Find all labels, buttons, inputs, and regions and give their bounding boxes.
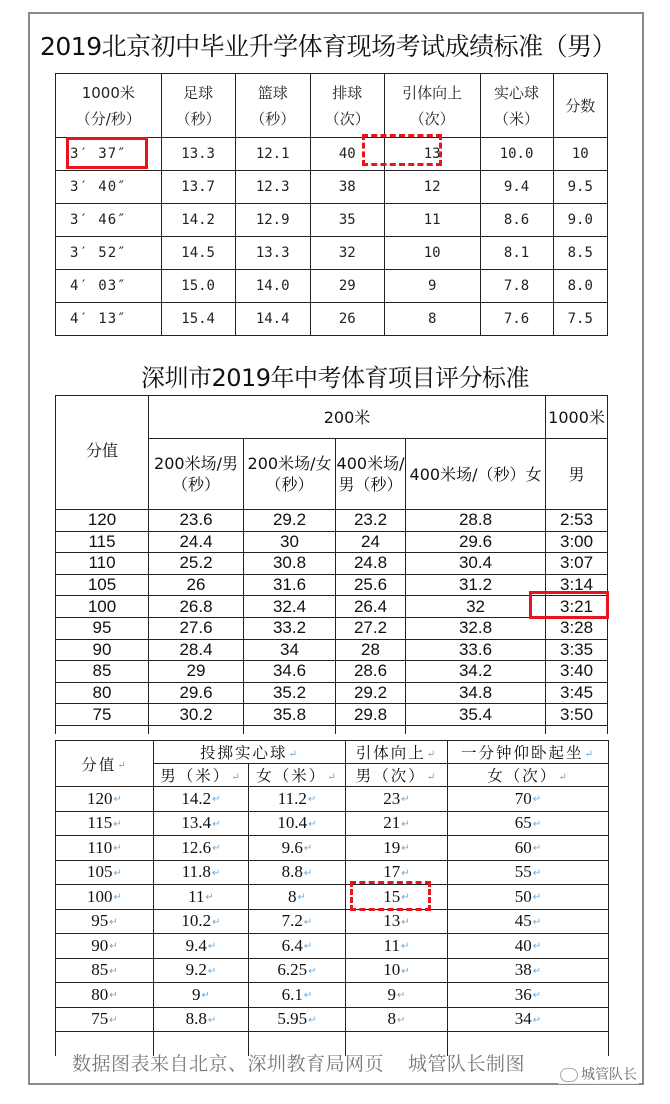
highlight-box-pullup-100pts bbox=[350, 881, 431, 911]
cell: 35.2 bbox=[244, 682, 336, 704]
highlight-box-1000m-best bbox=[66, 137, 148, 169]
header-situp-female: 女（次）↵ bbox=[448, 764, 609, 787]
table-row bbox=[56, 531, 608, 553]
cell: 10↵ bbox=[346, 958, 448, 983]
cell: 13↵ bbox=[346, 909, 448, 934]
cell: 34.8 bbox=[406, 682, 546, 704]
cell: 11↵ bbox=[346, 934, 448, 959]
cell-score: 85 bbox=[56, 661, 149, 683]
cell-football: 13.3 bbox=[161, 138, 235, 171]
table-row bbox=[56, 596, 608, 618]
table-row bbox=[56, 811, 609, 836]
cell-score: 105 bbox=[56, 574, 149, 596]
cell: 29 bbox=[149, 661, 244, 683]
cell-score: 95 bbox=[56, 617, 149, 639]
source-caption bbox=[72, 1049, 525, 1076]
header-200m-track-female: 200米场/女（秒） bbox=[244, 439, 336, 510]
header-pullup-male: 男（次）↵ bbox=[346, 764, 448, 787]
cell: 50↵ bbox=[448, 885, 609, 910]
cell bbox=[406, 725, 546, 734]
table-row-cropped bbox=[56, 725, 608, 734]
cell: 8↵ bbox=[346, 1007, 448, 1032]
cell-shotput: 7.6 bbox=[480, 303, 553, 336]
cell-score: 115↵ bbox=[56, 811, 154, 836]
cell-score: 85↵ bbox=[56, 958, 154, 983]
source-text: 数据图表来自北京、深圳教育局网页 bbox=[72, 1053, 385, 1075]
cell: 24.4 bbox=[149, 531, 244, 553]
cell: 9.4↵ bbox=[154, 934, 249, 959]
cell: 15↵ bbox=[346, 885, 448, 910]
cell: 29.2 bbox=[336, 682, 406, 704]
cell-1000m: 3′ 37″ bbox=[56, 138, 162, 171]
table-row bbox=[56, 909, 609, 934]
header-pullup: 引体向上 （次） bbox=[384, 74, 480, 138]
return-mark-icon: ↵ bbox=[584, 748, 595, 760]
cell: 19↵ bbox=[346, 836, 448, 861]
cell-volleyball: 32 bbox=[310, 237, 384, 270]
cell: 38↵ bbox=[448, 958, 609, 983]
cell: 26.4 bbox=[336, 596, 406, 618]
cell: 30.2 bbox=[149, 704, 244, 726]
header-score: 分值↵ bbox=[56, 741, 154, 787]
table-header-row bbox=[56, 396, 608, 439]
cell: 5.95↵ bbox=[249, 1007, 346, 1032]
cell: 6.25↵ bbox=[249, 958, 346, 983]
header-shotput: 实心球 （米） bbox=[480, 74, 553, 138]
watermark bbox=[558, 1064, 639, 1084]
table-row bbox=[56, 617, 608, 639]
cell-shotput: 7.8 bbox=[480, 270, 553, 303]
cell-1000m: 3:00 bbox=[546, 531, 608, 553]
cell: 60↵ bbox=[448, 836, 609, 861]
cell-basketball: 14.0 bbox=[235, 270, 310, 303]
table-row bbox=[56, 885, 609, 910]
cell: 34↵ bbox=[448, 1007, 609, 1032]
cell: 34.2 bbox=[406, 661, 546, 683]
cell: 34 bbox=[244, 639, 336, 661]
cell-shotput: 8.6 bbox=[480, 204, 553, 237]
cell-shotput: 9.4 bbox=[480, 171, 553, 204]
cell: 29.6 bbox=[149, 682, 244, 704]
cell: 17↵ bbox=[346, 860, 448, 885]
header-score: 分数 bbox=[553, 74, 607, 138]
highlight-box-pullup-best bbox=[362, 134, 442, 166]
cell-1000m: 3:40 bbox=[546, 661, 608, 683]
cell-score: 9.5 bbox=[553, 171, 607, 204]
cell: 30.8 bbox=[244, 553, 336, 575]
cell-1000m: 3:50 bbox=[546, 704, 608, 726]
cell: 30.4 bbox=[406, 553, 546, 575]
cell-score: 105↵ bbox=[56, 860, 154, 885]
header-volleyball: 排球 （次） bbox=[310, 74, 384, 138]
cell: 11↵ bbox=[154, 885, 249, 910]
cell-score: 9.0 bbox=[553, 204, 607, 237]
cell-score: 90 bbox=[56, 639, 149, 661]
cell-1000m: 3:35 bbox=[546, 639, 608, 661]
cell-shotput: 10.0 bbox=[480, 138, 553, 171]
return-mark-icon: ↵ bbox=[288, 748, 299, 760]
watermark-text: 城管队长 bbox=[581, 1067, 637, 1083]
cell-score: 100↵ bbox=[56, 885, 154, 910]
cell: 31.6 bbox=[244, 574, 336, 596]
header-1000m-male: 男 bbox=[546, 439, 608, 510]
cell-score: 95↵ bbox=[56, 909, 154, 934]
table-row bbox=[56, 934, 609, 959]
cell: 45↵ bbox=[448, 909, 609, 934]
header-football: 足球 （秒） bbox=[161, 74, 235, 138]
cell-volleyball: 38 bbox=[310, 171, 384, 204]
cell-volleyball: 40 bbox=[310, 138, 384, 171]
cell bbox=[149, 725, 244, 734]
table-row bbox=[56, 958, 609, 983]
cell: 9↵ bbox=[346, 983, 448, 1008]
cell-score: 7.5 bbox=[553, 303, 607, 336]
cell-score: 120 bbox=[56, 510, 149, 532]
author-text: 城管队长制图 bbox=[408, 1053, 526, 1075]
cell: 29.6 bbox=[406, 531, 546, 553]
cell-1000m: 3:28 bbox=[546, 617, 608, 639]
cell: 31.2 bbox=[406, 574, 546, 596]
cell-1000m: 4′ 13″ bbox=[56, 303, 162, 336]
cell-1000m: 4′ 03″ bbox=[56, 270, 162, 303]
cell: 32.4 bbox=[244, 596, 336, 618]
table-row bbox=[56, 171, 608, 204]
table-header-row bbox=[56, 74, 608, 138]
table-row bbox=[56, 553, 608, 575]
header-200m-track-male: 200米场/男（秒） bbox=[149, 439, 244, 510]
shenzhen-field-table bbox=[55, 740, 609, 1056]
beijing-title: 2019北京初中毕业升学体育现场考试成绩标准（男） bbox=[40, 32, 617, 61]
cell: 24.8 bbox=[336, 553, 406, 575]
cell: 25.2 bbox=[149, 553, 244, 575]
cell-score: 8.5 bbox=[553, 237, 607, 270]
cell-1000m: 3′ 52″ bbox=[56, 237, 162, 270]
return-mark-icon: ↵ bbox=[117, 760, 128, 771]
table-row bbox=[56, 661, 608, 683]
cell: 70↵ bbox=[448, 787, 609, 812]
cell: 11.2↵ bbox=[249, 787, 346, 812]
cell: 55↵ bbox=[448, 860, 609, 885]
cell bbox=[336, 725, 406, 734]
cell: 35.4 bbox=[406, 704, 546, 726]
header-situp-group: 一分钟仰卧起坐↵ bbox=[448, 741, 609, 764]
cell: 26.8 bbox=[149, 596, 244, 618]
cell: 8↵ bbox=[249, 885, 346, 910]
cell: 10.2↵ bbox=[154, 909, 249, 934]
cell: 8.8↵ bbox=[249, 860, 346, 885]
cell-score: 75 bbox=[56, 704, 149, 726]
cell: 30 bbox=[244, 531, 336, 553]
cell-score: 8.0 bbox=[553, 270, 607, 303]
shenzhen-running-table bbox=[55, 395, 608, 734]
cell: 35.8 bbox=[244, 704, 336, 726]
cell-basketball: 12.9 bbox=[235, 204, 310, 237]
cell-score: 110↵ bbox=[56, 836, 154, 861]
cell: 6.1↵ bbox=[249, 983, 346, 1008]
cell-score: 90↵ bbox=[56, 934, 154, 959]
cell-score: 10 bbox=[553, 138, 607, 171]
cell: 65↵ bbox=[448, 811, 609, 836]
wechat-icon bbox=[560, 1068, 578, 1082]
cell-1000m: 3:07 bbox=[546, 553, 608, 575]
cell-1000m: 3:14 bbox=[546, 574, 608, 596]
return-mark-icon: ↵ bbox=[426, 748, 438, 760]
header-shotput-male: 男（米）↵ bbox=[154, 764, 249, 787]
cell: 24 bbox=[336, 531, 406, 553]
cell: 9.2↵ bbox=[154, 958, 249, 983]
cell: 33.2 bbox=[244, 617, 336, 639]
cell: 40↵ bbox=[448, 934, 609, 959]
cell: 13.4↵ bbox=[154, 811, 249, 836]
table-row bbox=[56, 836, 609, 861]
cell-football: 14.2 bbox=[161, 204, 235, 237]
cell-volleyball: 29 bbox=[310, 270, 384, 303]
cell: 29.2 bbox=[244, 510, 336, 532]
cell-score: 100 bbox=[56, 596, 149, 618]
cell-score: 115 bbox=[56, 531, 149, 553]
cell bbox=[244, 725, 336, 734]
return-mark-icon: ↵ bbox=[558, 771, 569, 783]
highlight-box-1000m-100pts bbox=[529, 591, 609, 619]
cell: 29.8 bbox=[336, 704, 406, 726]
cell bbox=[546, 725, 608, 734]
cell: 34.6 bbox=[244, 661, 336, 683]
return-mark-icon: ↵ bbox=[327, 771, 338, 783]
cell-score: 75↵ bbox=[56, 1007, 154, 1032]
cell-football: 15.0 bbox=[161, 270, 235, 303]
table-row bbox=[56, 237, 608, 270]
cell: 6.4↵ bbox=[249, 934, 346, 959]
cell-volleyball: 26 bbox=[310, 303, 384, 336]
table-row bbox=[56, 270, 608, 303]
cell-pullup: 9 bbox=[384, 270, 480, 303]
shenzhen-title: 深圳市2019年中考体育项目评分标准 bbox=[140, 364, 530, 392]
header-200m-group: 200米 bbox=[149, 396, 546, 439]
cell: 28.6 bbox=[336, 661, 406, 683]
cell-shotput: 8.1 bbox=[480, 237, 553, 270]
cell-pullup: 12 bbox=[384, 171, 480, 204]
cell: 25.6 bbox=[336, 574, 406, 596]
cell: 36↵ bbox=[448, 983, 609, 1008]
beijing-standards-table bbox=[55, 73, 608, 336]
cell-1000m: 3:45 bbox=[546, 682, 608, 704]
cell: 23↵ bbox=[346, 787, 448, 812]
cell: 11.8↵ bbox=[154, 860, 249, 885]
header-400m-track-male: 400米场/男（秒） bbox=[336, 439, 406, 510]
cell: 9↵ bbox=[154, 983, 249, 1008]
cell-football: 13.7 bbox=[161, 171, 235, 204]
cell-score: 120↵ bbox=[56, 787, 154, 812]
table-row bbox=[56, 983, 609, 1008]
cell-1000m: 2:53 bbox=[546, 510, 608, 532]
header-pullup-group: 引体向上↵ bbox=[346, 741, 448, 764]
cell-football: 15.4 bbox=[161, 303, 235, 336]
table-row bbox=[56, 510, 608, 532]
table-row bbox=[56, 204, 608, 237]
cell-score: 80↵ bbox=[56, 983, 154, 1008]
cell-basketball: 12.3 bbox=[235, 171, 310, 204]
header-score: 分值 bbox=[56, 396, 149, 510]
cell-1000m: 3′ 40″ bbox=[56, 171, 162, 204]
cell-1000m: 3:21 bbox=[546, 596, 608, 618]
cell: 32.8 bbox=[406, 617, 546, 639]
table-row bbox=[56, 1007, 609, 1032]
header-shotput-female: 女（米）↵ bbox=[249, 764, 346, 787]
cell: 32 bbox=[406, 596, 546, 618]
cell: 27.2 bbox=[336, 617, 406, 639]
cell: 26 bbox=[149, 574, 244, 596]
cell: 28 bbox=[336, 639, 406, 661]
header-basketball: 篮球 （秒） bbox=[235, 74, 310, 138]
cell: 12.6↵ bbox=[154, 836, 249, 861]
table-header-row bbox=[56, 741, 609, 764]
header-1000m-group: 1000米 bbox=[546, 396, 608, 439]
table-row bbox=[56, 787, 609, 812]
cell: 28.8 bbox=[406, 510, 546, 532]
table-row bbox=[56, 682, 608, 704]
cell: 33.6 bbox=[406, 639, 546, 661]
return-mark-icon: ↵ bbox=[231, 771, 242, 783]
cell-basketball: 14.4 bbox=[235, 303, 310, 336]
cell-volleyball: 35 bbox=[310, 204, 384, 237]
cell-score: 110 bbox=[56, 553, 149, 575]
cell-pullup: 8 bbox=[384, 303, 480, 336]
return-mark-icon: ↵ bbox=[426, 771, 438, 783]
cell: 28.4 bbox=[149, 639, 244, 661]
header-400m-track-female: 400米场/（秒）女 bbox=[406, 439, 546, 510]
cell-football: 14.5 bbox=[161, 237, 235, 270]
cell-pullup: 13 bbox=[384, 138, 480, 171]
table-row bbox=[56, 303, 608, 336]
cell: 8.8↵ bbox=[154, 1007, 249, 1032]
cell: 9.6↵ bbox=[249, 836, 346, 861]
table-row bbox=[56, 860, 609, 885]
cell-1000m: 3′ 46″ bbox=[56, 204, 162, 237]
cell: 23.6 bbox=[149, 510, 244, 532]
table-row bbox=[56, 639, 608, 661]
cell-basketball: 13.3 bbox=[235, 237, 310, 270]
table-row bbox=[56, 704, 608, 726]
cell: 10.4↵ bbox=[249, 811, 346, 836]
cell-score: 80 bbox=[56, 682, 149, 704]
cell: 23.2 bbox=[336, 510, 406, 532]
cell: 14.2↵ bbox=[154, 787, 249, 812]
cell: 27.6 bbox=[149, 617, 244, 639]
cell bbox=[56, 725, 149, 734]
cell: 7.2↵ bbox=[249, 909, 346, 934]
cell-basketball: 12.1 bbox=[235, 138, 310, 171]
cell-pullup: 10 bbox=[384, 237, 480, 270]
table-row bbox=[56, 574, 608, 596]
cell: 21↵ bbox=[346, 811, 448, 836]
header-1000m: 1000米 （分/秒） bbox=[56, 74, 162, 138]
header-shotput-group: 投掷实心球↵ bbox=[154, 741, 346, 764]
cell-pullup: 11 bbox=[384, 204, 480, 237]
